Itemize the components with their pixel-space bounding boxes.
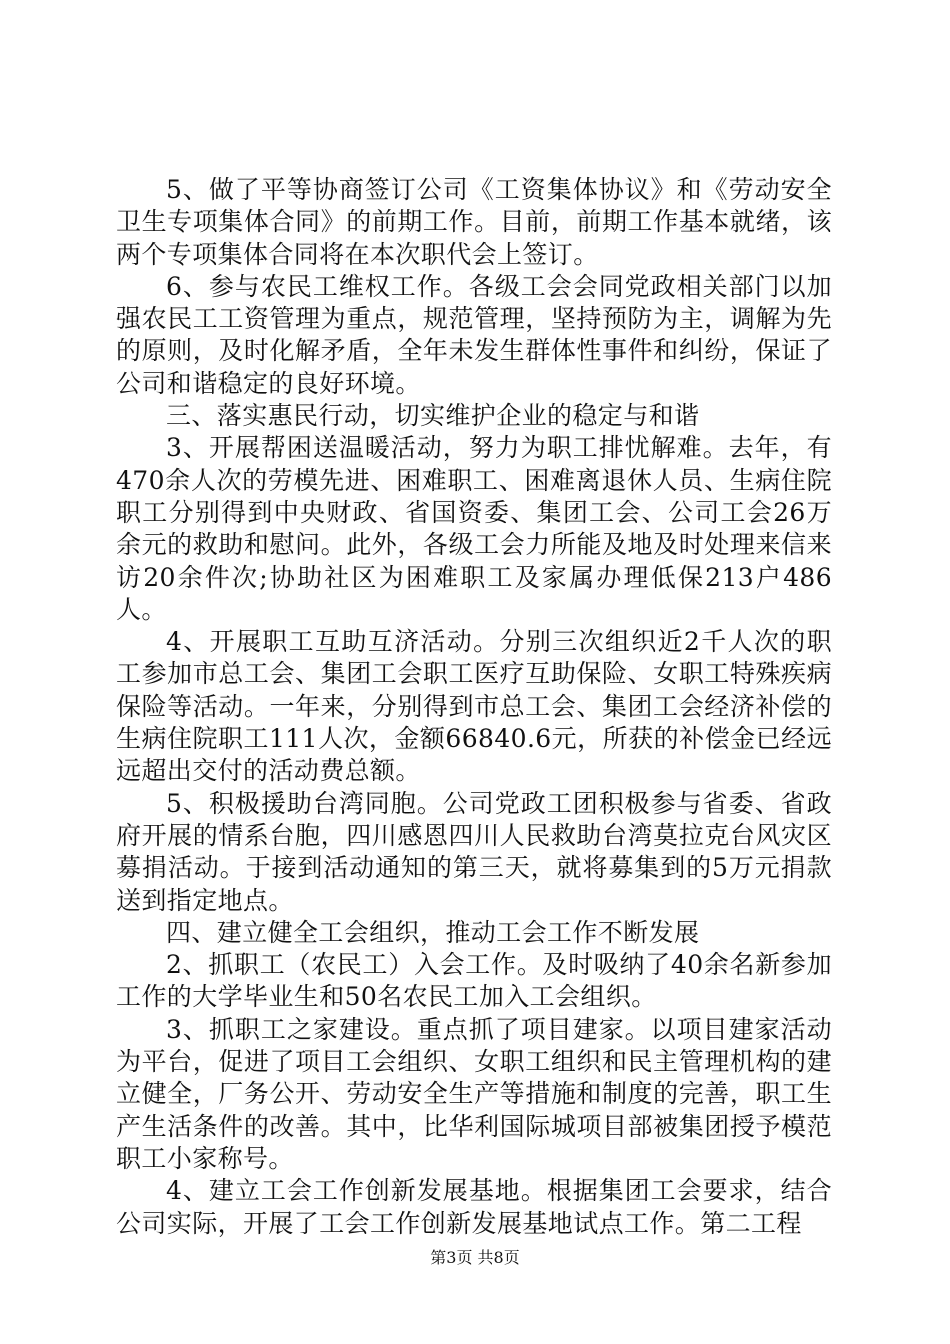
document-body [116,174,832,1240]
paragraph-collective-agreement: 5、做了平等协商签订公司《工资集体协议》和《劳动安全卫生专项集体合同》的前期工作。目前，前期工作基本就绪，该两个专项集体合同将在本次职代会上签订。 [116,175,832,269]
paragraph-poverty-relief: 3、开展帮困送温暖活动，努力为职工排忧解难。去年，有470余人次的劳模先进、困难职工、困难离退休人员、生病住院职工分别得到中央财政、省国资委、集团工会、公司工会26万余元的救助和慰问。此外，各级工会力所能及地及时处理来信来访20余件次;协助社区为困难职工及家属办理低保213户486人。 [116,433,832,624]
paragraph-taiwan-aid: 5、积极援助台湾同胞。公司党政工团积极参与省委、省政府开展的情系台胞，四川感恩四川人民救助台湾莫拉克台风灾区募捐活动。于接到活动通知的第三天，就将募集到的5万元捐款送到指定地点。 [116,788,832,915]
paragraph-union-membership: 2、抓职工（农民工）入会工作。及时吸纳了40余名新参加工作的大学毕业生和50名农民工加入工会组织。 [116,950,832,1012]
page-footer: 第3页 共8页 [430,1248,520,1267]
section-heading-4: 四、建立健全工会组织，推动工会工作不断发展 [166,917,700,947]
paragraph-innovation-base: 4、建立工会工作创新发展基地。根据集团工会要求，结合公司实际，开展了工会工作创新发展基地试点工作。第二工程 [116,1176,832,1238]
paragraph-migrant-worker-rights: 6、参与农民工维权工作。各级工会会同党政相关部门以加强农民工工资管理为重点，规范管理，坚持预防为主，调解为先的原则，及时化解矛盾，全年未发生群体性事件和纠纷，保证了公司和谐稳定的良好环境。 [116,271,832,398]
paragraph-mutual-aid: 4、开展职工互助互济活动。分别三次组织近2千人次的职工参加市总工会、集团工会职工医疗互助保险、女职工特殊疾病保险等活动。一年来，分别得到市总工会、集团工会经济补偿的生病住院职工111人次，金额66840.6元，所获的补偿金已经远远超出交付的活动费总额。 [116,627,832,786]
paragraph-workers-home: 3、抓职工之家建设。重点抓了项目建家。以项目建家活动为平台，促进了项目工会组织、女职工组织和民主管理机构的建立健全，厂务公开、劳动安全生产等措施和制度的完善，职工生产生活条件的改善。其中，比华利国际城项目部被集团授予模范职工小家称号。 [116,1014,832,1173]
section-heading-3: 三、落实惠民行动，切实维护企业的稳定与和谐 [166,401,700,431]
